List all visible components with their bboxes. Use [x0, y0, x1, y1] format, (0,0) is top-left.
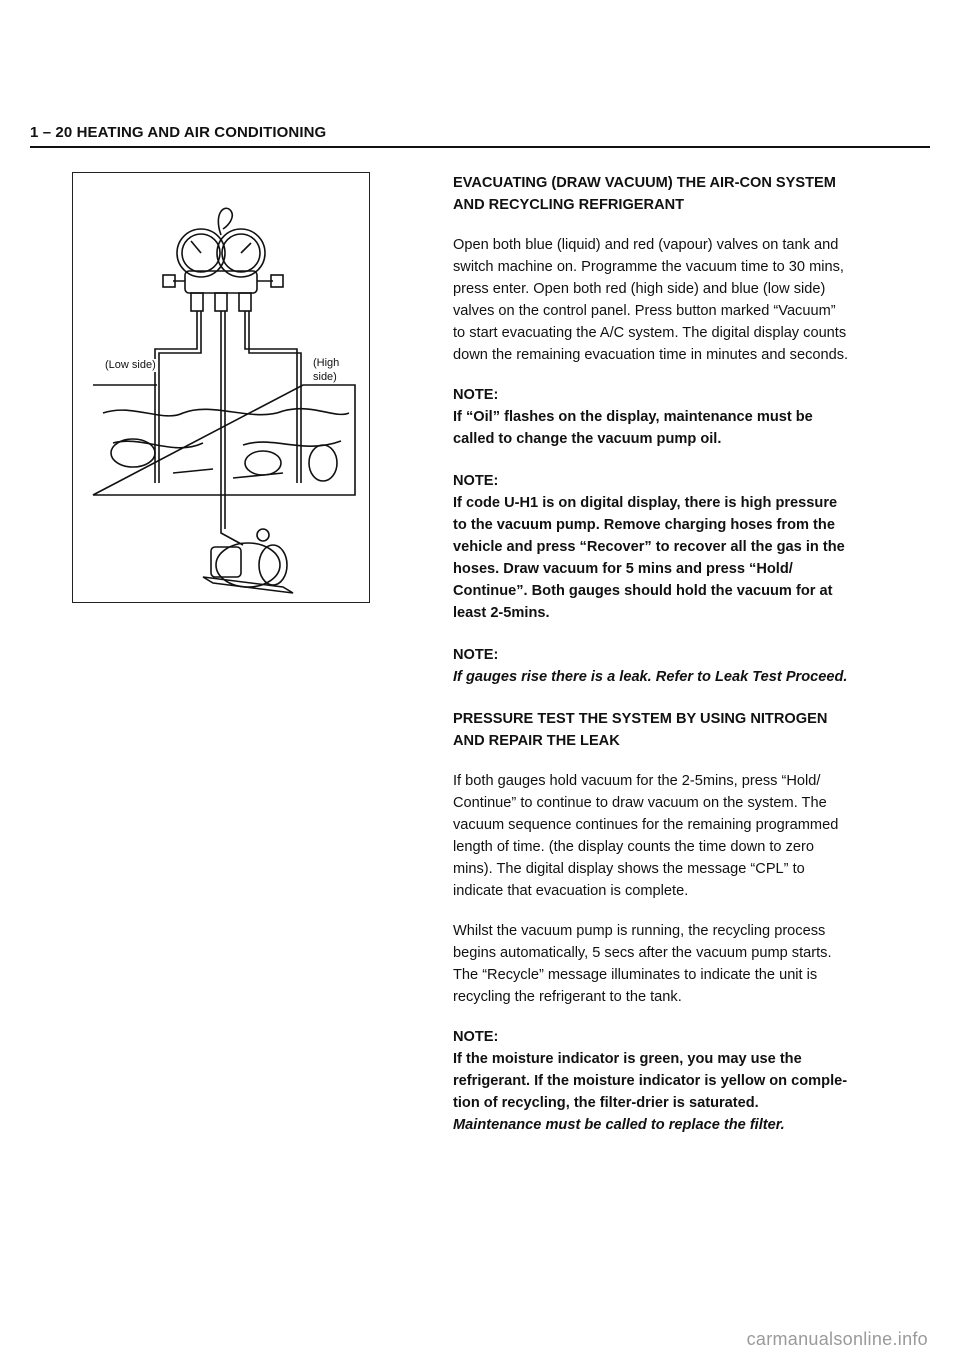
high-side-label-line2: side): [313, 371, 337, 383]
page-header: 1 – 20 HEATING AND AIR CONDITIONING: [30, 124, 327, 141]
note-moisture-indicator: NOTE: If the moisture indicator is green, you may use the refrigerant. If the moisture indicator is yellow on comple- tion of recycling, the filter-drier is saturated. Maintenance must be called to replace the filter.: [453, 1029, 848, 1133]
pressure-test-paragraph-1: If both gauges hold vacuum for the 2-5mins, press “Hold/ Continue” to continue to draw vacuum on the system. The vacuum sequence continues for the remaining programmed length of time. (the display counts the time down to zero mins). The digital display shows the message “CPL” to indicate that evacuation is complete.: [453, 773, 839, 899]
text-column: [453, 172, 923, 1156]
section-heading-evacuating: EVACUATING (DRAW VACUUM) THE AIR-CON SYSTEM AND RECYCLING REFRIGERANT: [453, 175, 836, 213]
low-side-label: (Low side): [105, 359, 156, 371]
note-high-pressure: NOTE: If code U-H1 is on digital display, there is high pressure to the vacuum pump. Remove charging hoses from the vehicle and press “Recover” to recover all the gas in the hoses. Draw vacuum for 5 mins and press “Hold/ Continue”. Both gauges should hold the vacuum for at least 2-5mins.: [453, 473, 845, 621]
manifold-gauge-figure: [72, 172, 370, 603]
note-oil: NOTE: If “Oil” flashes on the display, maintenance must be called to change the vacuum pump oil.: [453, 387, 813, 447]
note-leak: NOTE: If gauges rise there is a leak. Refer to Leak Test Proceed.: [453, 647, 848, 685]
watermark-link[interactable]: carmanualsonline.info: [746, 1329, 928, 1349]
manifold-gauge-illustration: [73, 173, 369, 602]
section-heading-pressure-test: PRESSURE TEST THE SYSTEM BY USING NITROGEN AND REPAIR THE LEAK: [453, 711, 828, 749]
high-side-label-line1: (High: [313, 357, 340, 369]
evacuating-paragraph: Open both blue (liquid) and red (vapour) valves on tank and switch machine on. Programme the vacuum time to 30 mins, press enter. Open both red (high side) and blue (low side) valves on the control panel. Press button marked “Vacuum” to start evacuating the A/C system. The digital display counts down the remaining evacuation time in minutes and seconds.: [453, 237, 849, 363]
header-rule: [30, 146, 930, 148]
pressure-test-paragraph-2: Whilst the vacuum pump is running, the recycling process begins automatically, 5 secs after the vacuum pump starts. The “Recycle” message illuminates to indicate the unit is recycling the refrigerant to the tank.: [453, 923, 832, 1005]
